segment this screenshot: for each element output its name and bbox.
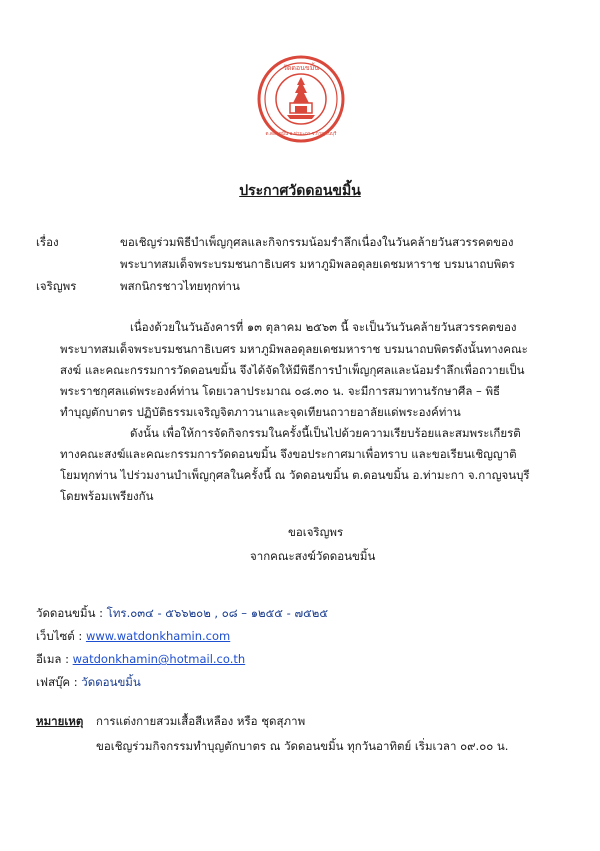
body-p1-line: ทำบุญตักบาตร ปฏิบัติธรรมเจริญจิตภาวนาและจุดเทียนถวายอาลัยแด่พระองค์ท่าน <box>60 405 461 419</box>
body-p2-line: โดยพร้อมเพรียงกัน <box>60 489 154 503</box>
contact-email-row <box>36 651 245 667</box>
body-p2-line: ดังนั้น เพื่อให้การจัดกิจกรรมในครั้งนี้เป็นไปด้วยความเรียบร้อยและสมพระเกียรติ <box>130 426 521 440</box>
seal-bottom-text: ต.ดอนขมิ้น อ.ท่ามะกา จ.กาญจนบุรี <box>265 132 337 137</box>
temple-seal-logo <box>257 55 345 143</box>
invite-label: เจริญพร <box>36 279 77 293</box>
body-p1-line: พระราชกุศลแด่พระองค์ท่าน โดยเวลาประมาณ ๐๘.๓๐ น. จะมีการสมาทานรักษาศีล – พิธี <box>60 384 501 398</box>
note-line-2: ขอเชิญร่วมกิจกรรมทำบุญตักบาตร ณ วัดดอนขมิ้น ทุกวันอาทิตย์ เริ่มเวลา ๐๙.๐๐ น. <box>96 739 509 753</box>
body-p1-line: เนื่องด้วยในวันอังคารที่ ๑๓ ตุลาคม ๒๕๖๓ นี้ จะเป็นวันวันคล้ายวันสวรรคตของ <box>130 320 517 334</box>
contact-email-label: อีเมล : <box>36 652 69 666</box>
contact-phone-label: วัดดอนขมิ้น : <box>36 606 103 620</box>
body-p1-line: พระบาทสมเด็จพระบรมชนกาธิเบศร มหาภูมิพลอดุลยเดชมหาราช บรมนาถบพิตรดังนั้นทางคณะ <box>60 342 528 356</box>
note-label: หมายเหตุ <box>36 714 84 728</box>
subject-label: เรื่อง <box>36 235 59 249</box>
website-link[interactable]: www.watdonkhamin.com <box>85 629 231 643</box>
email-link[interactable]: watdonkhamin@hotmail.co.th <box>72 652 246 666</box>
contact-facebook-row <box>36 674 141 690</box>
contact-web-row <box>36 628 230 644</box>
invite-text: พสกนิกรชาวไทยทุกท่าน <box>120 279 240 293</box>
subject-line-2: พระบาทสมเด็จพระบรมชนกาธิเบศร มหาภูมิพลอดุลยเดชมหาราช บรมนาถบพิตร <box>120 257 515 271</box>
contact-phone-value: โทร.๐๓๔ - ๕๖๖๒๐๒ , ๐๘ – ๑๒๕๕ - ๗๕๒๕ <box>106 606 329 620</box>
closing-line-2: จากคณะสงฆ์วัดดอนขมิ้น <box>250 549 376 563</box>
body-p2-line: ทางคณะสงฆ์และคณะกรรมการวัดดอนขมิ้น จึงขอประกาศมาเพื่อทราบ และขอเรียนเชิญญาติ <box>60 447 517 461</box>
contact-phone-row <box>36 605 328 621</box>
page-title: ประกาศวัดดอนขมิ้น <box>239 183 361 199</box>
closing-line-1: ขอเจริญพร <box>288 525 344 539</box>
body-p1-line: สงฆ์ และคณะกรรมการวัดดอนขมิ้น จึงได้จัดให้มีพิธีการบำเพ็ญกุศลและน้อมรำลึกเพื่อถวายเป็น <box>60 363 525 377</box>
contact-facebook-label: เฟสบุ๊ค : <box>36 675 78 689</box>
body-p2-line: โยมทุกท่าน ไปร่วมงานบำเพ็ญกุศลในครั้งนี้ ณ วัดดอนขมิ้น ต.ดอนขมิ้น อ.ท่ามะกา จ.กาญจนบุรี <box>60 468 530 482</box>
seal-top-text: วัดดอนขมิ้น <box>282 64 320 72</box>
facebook-page-name: วัดดอนขมิ้น <box>81 675 141 689</box>
subject-line-1: ขอเชิญร่วมพิธีบำเพ็ญกุศลและกิจกรรมน้อมรำลึกเนื่องในวันคล้ายวันสวรรคตของ <box>120 235 514 249</box>
contact-web-label: เว็บไซต์ : <box>36 629 83 643</box>
note-line-1: การแต่งกายสวมเสื้อสีเหลือง หรือ ชุดสุภาพ <box>96 714 306 728</box>
